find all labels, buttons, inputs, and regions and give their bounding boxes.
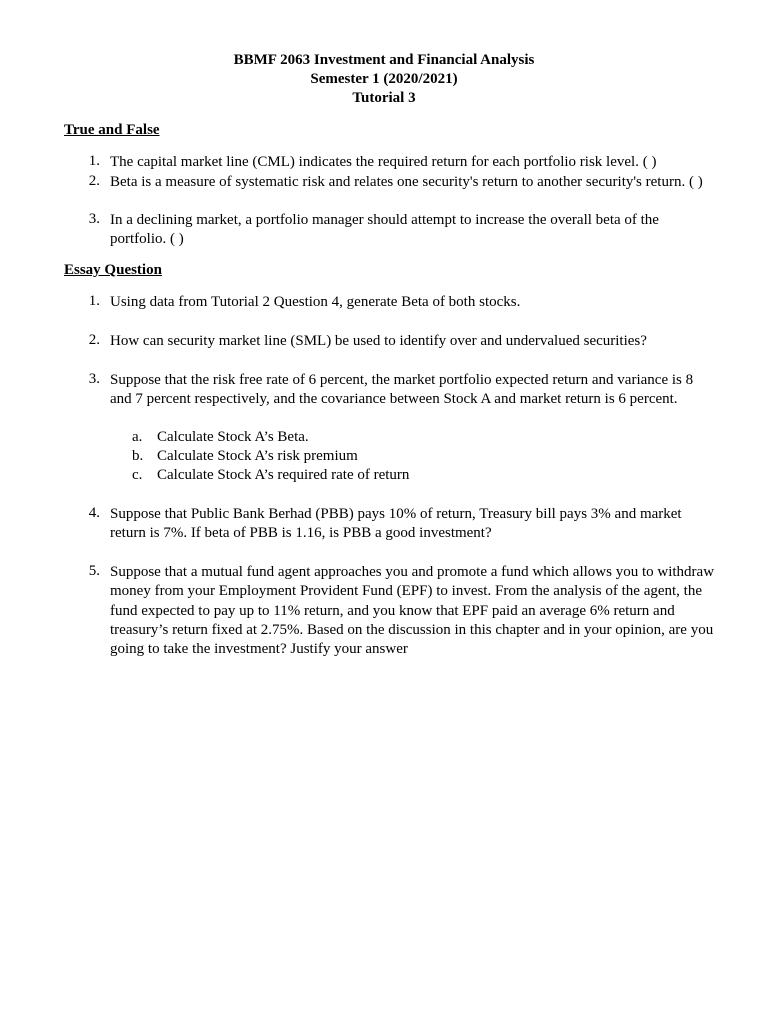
essay-item-text: Suppose that a mutual fund agent approaches you and promote a fund which allows you to withdraw money from your Employment Provident Fund (EPF) to invest. From the analysis of the agent, the fund expected to pay up to 11% return, and you know that EPF paid an average 6% return and treasury’s return fixed at 2.75%. Based on the discussion in this chapter and in your opinion, are you going to take the investment? Justify your answer [110, 564, 715, 658]
tutorial-label: Tutorial 3 [352, 90, 416, 106]
essay-item-text: Using data from Tutorial 2 Question 4, generate Beta of both stocks. [110, 294, 521, 310]
subitem-label: c. [132, 467, 143, 483]
subitem-text: Calculate Stock A’s risk premium [157, 448, 358, 464]
essay-subitem [132, 466, 409, 485]
essay-item-text: Suppose that the risk free rate of 6 percent, the market portfolio expected return and variance is 8 and 7 percent respectively, and the covariance between Stock A and market return is 6 percent. [110, 372, 694, 408]
essay-item-text: Suppose that Public Bank Berhad (PBB) pays 10% of return, Treasury bill pays 3% and market return is 7%. If beta of PBB is 1.16, is PBB a good investment? [110, 506, 682, 542]
tf-item-text: In a declining market, a portfolio manager should attempt to increase the overall beta of the portfolio. ( ) [110, 212, 659, 248]
essay-item-number: 5. [88, 563, 100, 579]
essay-subitem [132, 447, 358, 466]
subitem-label: a. [132, 429, 143, 445]
subitem-label: b. [132, 448, 144, 464]
essay-item-number: 1. [88, 293, 100, 309]
tf-item-number: 2. [88, 173, 100, 189]
tf-item-number: 3. [88, 211, 100, 227]
tf-item-text: Beta is a measure of systematic risk and relates one security's return to another security's return. ( ) [110, 174, 703, 190]
section-title-essay: Essay Question [64, 262, 162, 278]
course-title: BBMF 2063 Investment and Financial Analysis [233, 52, 535, 68]
semester-label: Semester 1 (2020/2021) [310, 71, 458, 87]
subitem-text: Calculate Stock A’s Beta. [157, 429, 309, 445]
document-header [0, 51, 768, 108]
tf-item-number: 1. [88, 153, 100, 169]
essay-item-number: 2. [88, 332, 100, 348]
essay-item-number: 4. [88, 505, 100, 521]
essay-item-text: How can security market line (SML) be used to identify over and undervalued securities? [110, 333, 647, 349]
essay-subitem [132, 428, 309, 447]
section-title-true-false: True and False [64, 122, 160, 138]
tf-item-text: The capital market line (CML) indicates the required return for each portfolio risk level. ( ) [110, 154, 657, 170]
subitem-text: Calculate Stock A’s required rate of return [157, 467, 410, 483]
essay-item-number: 3. [88, 371, 100, 387]
